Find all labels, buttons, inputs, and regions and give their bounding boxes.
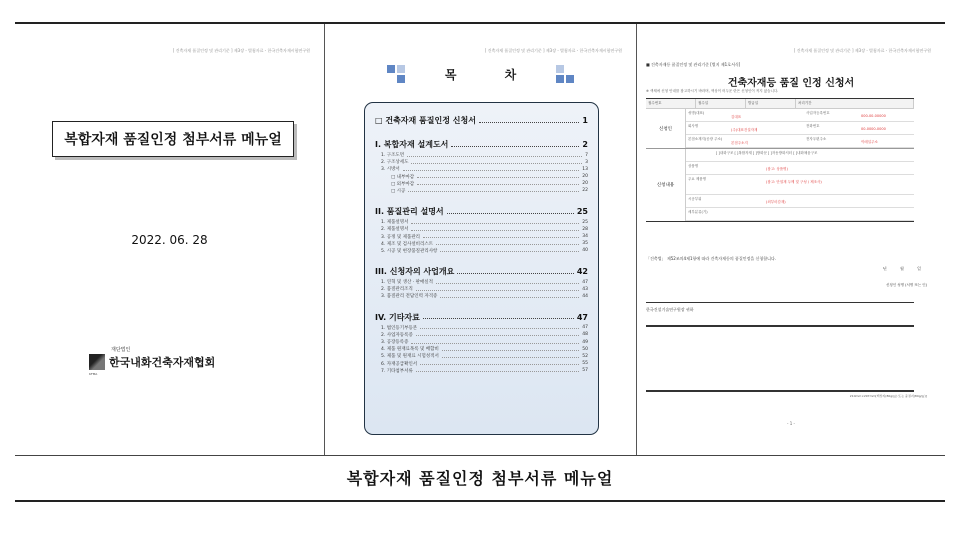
toc-section-title: □ 건축자재 품질인정 신청서 bbox=[375, 116, 476, 125]
toc-item bbox=[381, 166, 588, 172]
toc-item-label: 1. 구조도면 bbox=[381, 153, 405, 158]
toc-dots bbox=[457, 270, 573, 274]
toc-item bbox=[381, 219, 588, 225]
toc-dots bbox=[411, 228, 579, 231]
applicant-field-value: 00-0000-0000 bbox=[861, 127, 886, 131]
toc-dots bbox=[447, 210, 574, 214]
toc-dots bbox=[436, 281, 579, 284]
toc-item-label: 1. 법인등기부등본 bbox=[381, 325, 418, 331]
toc-item bbox=[381, 159, 588, 165]
blue-squares-icon bbox=[556, 65, 574, 83]
toc-item bbox=[381, 286, 588, 292]
toc-item-label: 3. 시방서 bbox=[381, 167, 400, 173]
form-date-line: 년 월 일 bbox=[882, 266, 927, 271]
toc-item-label: 5. 시공 및 현장품질관리사항 bbox=[381, 248, 438, 254]
toc-gap bbox=[375, 255, 588, 262]
content-line bbox=[686, 162, 914, 175]
toc-gap bbox=[375, 128, 588, 135]
content-field-label: 상품명 bbox=[688, 164, 699, 168]
form-rule bbox=[646, 325, 914, 327]
toc-dots bbox=[416, 333, 579, 336]
toc-item-page: 49 bbox=[582, 339, 588, 345]
applicant-block bbox=[646, 109, 914, 149]
document-preview-strip bbox=[15, 24, 945, 455]
toc-item bbox=[381, 325, 588, 331]
content-block bbox=[646, 149, 914, 221]
toc-dots bbox=[411, 161, 582, 164]
toc-item bbox=[391, 174, 588, 180]
toc-item bbox=[391, 181, 588, 187]
toc-item-label: □ 내부마감 bbox=[391, 174, 415, 180]
toc-item-page: 47 bbox=[582, 325, 588, 331]
toc-dots bbox=[403, 168, 580, 171]
toc-section-page: 42 bbox=[576, 267, 588, 277]
toc-item-page: 40 bbox=[582, 248, 588, 254]
form-declaration: 「건축법」 제52조의4제1항에 따라 건축자재등의 품질인정을 신청합니다. bbox=[646, 256, 777, 261]
toc-item-page: 25 bbox=[582, 219, 588, 225]
form-recipient: 한국건설기술연구원장 귀하 bbox=[646, 307, 694, 312]
applicant-field-label: 사업자등록번호 bbox=[806, 111, 830, 115]
toc-dots bbox=[442, 355, 579, 358]
applicant-line bbox=[686, 122, 914, 135]
toc-section bbox=[375, 312, 588, 323]
applicant-field-value: 000-00-00000 bbox=[861, 114, 886, 118]
toc-section-title: IV. 기타자료 bbox=[375, 312, 420, 322]
toc-item-label: 1. 연혁 및 생산 · 판매실적 bbox=[381, 280, 433, 286]
content-line bbox=[686, 149, 914, 162]
toc-item-page: 47 bbox=[582, 279, 588, 285]
organization-name: 한국내화건축자재협회 bbox=[109, 356, 216, 369]
form-title: 건축자재등 품질 인정 신청서 bbox=[727, 78, 855, 89]
cover-title: 복합자재 품질인정 첨부서류 메뉴얼 bbox=[52, 121, 294, 157]
toc-section-page: 47 bbox=[576, 312, 588, 322]
toc-dots bbox=[416, 369, 579, 372]
toc-dots bbox=[411, 221, 579, 224]
applicant-field-value: 김대표 bbox=[731, 115, 742, 119]
toc-item-page: 43 bbox=[582, 286, 588, 292]
applicant-lines bbox=[686, 109, 914, 148]
toc-item-label: □ 외부마감 bbox=[391, 181, 415, 187]
applicant-field-value: (주)대표건설자재 bbox=[731, 128, 758, 132]
form-rule bbox=[646, 302, 914, 303]
toc-item-page: 44 bbox=[582, 293, 588, 299]
toc-dots bbox=[416, 288, 579, 291]
form-head-cell: 발급일 bbox=[746, 99, 796, 108]
content-line bbox=[686, 175, 914, 195]
toc-item-label: 4. 제품 원재료목록 및 배합비 bbox=[381, 347, 439, 353]
form-table bbox=[646, 98, 914, 222]
toc-item-page: 28 bbox=[582, 226, 588, 232]
form-head-cell: 접수일 bbox=[696, 99, 746, 108]
content-label: 신청내용 bbox=[646, 149, 686, 221]
toc-dots bbox=[442, 348, 579, 351]
applicant-field-label: 본점소재지(공장 주소) bbox=[688, 137, 723, 141]
content-line bbox=[686, 195, 914, 208]
toc-item bbox=[381, 339, 588, 345]
toc-dots bbox=[440, 249, 579, 252]
toc-item bbox=[381, 279, 588, 285]
content-field-value: (외부마감재) bbox=[766, 200, 786, 204]
toc-dots bbox=[411, 341, 579, 344]
toc-item-page: 13 bbox=[582, 166, 588, 172]
toc-item-page: 57 bbox=[582, 368, 588, 374]
toc-item-label: 2. 구조상세도 bbox=[381, 160, 409, 166]
toc-item bbox=[381, 234, 588, 240]
toc-dots bbox=[417, 175, 579, 178]
toc-dots bbox=[420, 326, 579, 329]
toc-page bbox=[325, 24, 637, 455]
toc-item-page: 20 bbox=[582, 174, 588, 180]
applicant-label: 신청인 bbox=[646, 109, 686, 148]
toc-item bbox=[381, 241, 588, 247]
application-form-page bbox=[637, 24, 945, 455]
toc-item bbox=[381, 361, 588, 367]
toc-dots bbox=[407, 154, 582, 157]
figure-caption: 복합자재 품질인정 첨부서류 메뉴얼 bbox=[346, 469, 614, 488]
caption-bottom-rule bbox=[15, 500, 945, 502]
content-field-label: 주요 제품명 bbox=[688, 177, 707, 181]
toc-item bbox=[381, 293, 588, 299]
caption-top-rule bbox=[15, 455, 945, 456]
page-number: - 1 - bbox=[787, 421, 795, 426]
toc-item bbox=[381, 152, 588, 158]
applicant-field-label: 전자우편주소 bbox=[806, 137, 827, 141]
organization-abbrev: KFMA bbox=[89, 372, 98, 376]
content-lines bbox=[686, 149, 914, 221]
toc-item-page: 7 bbox=[585, 152, 588, 158]
content-field-label: [ ]내화구조 [ ]복합자재 [ ]방화문 [ ]자동방화셔터 [ ]내화채움구조 bbox=[716, 151, 818, 155]
toc-dots bbox=[436, 242, 579, 245]
toc-dots bbox=[408, 189, 579, 192]
page-header-text: [ 건축자재 품질인정 및 관리기준 ] 제3장 - 별첨자료 - 한국건축자재시험연구원 bbox=[484, 48, 622, 53]
cover-date: 2022. 06. 28 bbox=[131, 233, 208, 247]
toc-section-page: 2 bbox=[582, 140, 588, 149]
toc-item-label: 1. 제품설명서 bbox=[381, 220, 409, 226]
toc-item bbox=[381, 248, 588, 254]
toc-item-label: □ 시공 bbox=[391, 188, 406, 194]
content-field-value: (참고: 단열재 두께 및 구성 / 제조사) bbox=[766, 180, 822, 184]
toc-box bbox=[364, 102, 599, 435]
toc-item-page: 48 bbox=[582, 332, 588, 338]
toc-item-label: 3. 품질관리 전담인력 자격증 bbox=[381, 294, 438, 300]
content-field-value: (참고: 상품명) bbox=[766, 167, 788, 171]
toc-section bbox=[375, 115, 588, 126]
toc-dots bbox=[420, 362, 579, 365]
content-field-label: 시공부위 bbox=[688, 197, 702, 201]
toc-item bbox=[391, 188, 588, 194]
toc-item bbox=[381, 332, 588, 338]
form-rule bbox=[646, 390, 914, 392]
toc-item-label: 4. 제조 및 검사설비리스트 bbox=[381, 241, 434, 247]
toc-item bbox=[381, 226, 588, 232]
toc-section-title: III. 신청자의 사업개요 bbox=[375, 267, 455, 277]
toc-dots bbox=[423, 315, 574, 319]
toc-item-label: 7. 기타첨부서류 bbox=[381, 368, 413, 374]
toc-item bbox=[381, 346, 588, 352]
toc-item-label: 2. 제품설명서 bbox=[381, 227, 409, 233]
applicant-line bbox=[686, 109, 914, 122]
toc-item-page: 50 bbox=[582, 346, 588, 352]
toc-section bbox=[375, 206, 588, 217]
content-line bbox=[686, 208, 914, 221]
organization-logo-icon bbox=[89, 354, 105, 370]
toc-item-page: 52 bbox=[582, 353, 588, 359]
toc-item-label: 6. 자재공급확인서 bbox=[381, 361, 418, 367]
toc-section bbox=[375, 139, 588, 150]
toc-gap bbox=[375, 195, 588, 202]
page-header-text: [ 건축자재 품질인정 및 관리기준 ] 제3장 - 별첨자료 - 한국건축자재시험연구원 bbox=[793, 48, 931, 53]
toc-section-title: II. 품질관리 설명서 bbox=[375, 207, 444, 217]
toc-dots bbox=[417, 182, 579, 185]
toc-section bbox=[375, 266, 588, 277]
toc-section-page: 1 bbox=[582, 116, 588, 125]
form-head-row bbox=[646, 99, 914, 109]
toc-section-page: 25 bbox=[576, 207, 588, 217]
form-note: ※ 색채에 신청 안내를 참고하시기 바라며, 색상이 어두운 란은 신청인이 적지 않습니다. bbox=[646, 89, 779, 93]
toc-dots bbox=[479, 119, 580, 123]
applicant-field-label: 회사명 bbox=[688, 124, 699, 128]
applicant-field-value: 이메일주소 bbox=[861, 140, 878, 144]
organization-logo-block bbox=[89, 347, 216, 376]
toc-dots bbox=[451, 143, 579, 147]
applicant-field-value: 본점주소지 bbox=[731, 141, 748, 145]
toc-item-label: 5. 제품 및 원재료 시험성적서 bbox=[381, 354, 439, 360]
toc-item-page: 55 bbox=[582, 361, 588, 367]
toc-item-page: 35 bbox=[582, 241, 588, 247]
toc-dots bbox=[423, 235, 579, 238]
organization-subtitle: 재단법인 bbox=[111, 347, 131, 353]
form-mark: ■ 건축자재등 품질인정 및 관리기준 [별지 제1호서식] bbox=[646, 62, 741, 67]
content-field-label: 세부분류(기) bbox=[688, 210, 708, 214]
toc-heading bbox=[325, 65, 636, 83]
applicant-line bbox=[686, 135, 914, 148]
toc-item bbox=[381, 368, 588, 374]
form-paper-size: 210mm×297mm[백상지(80g/㎡) 또는 중질지(80g/㎡)] bbox=[849, 394, 927, 398]
applicant-field-label: 전화번호 bbox=[806, 124, 820, 128]
page-header-text: [ 건축자재 품질인정 및 관리기준 ] 제3장 - 별첨자료 - 한국건축자재시험연구원 bbox=[172, 48, 310, 53]
toc-item-page: 3 bbox=[585, 159, 588, 165]
cover-page bbox=[15, 24, 325, 455]
form-head-cell: 접수번호 bbox=[646, 99, 696, 108]
toc-dots bbox=[440, 295, 579, 298]
toc-item-label: 2. 사업자등록증 bbox=[381, 332, 413, 338]
toc-item-page: 34 bbox=[582, 234, 588, 239]
toc-item-label: 3. 공정 및 제품관리 bbox=[381, 234, 421, 240]
toc-item bbox=[381, 353, 588, 359]
applicant-field-label: 성명(대표) bbox=[688, 111, 705, 115]
form-head-cell: 처리기간 bbox=[796, 99, 914, 108]
toc-item-page: 22 bbox=[582, 188, 588, 194]
toc-item-label: 2. 품질관리조직 bbox=[381, 287, 413, 293]
blue-squares-icon bbox=[387, 65, 405, 83]
form-sign-line: 신청인 성명 (서명 또는 인) bbox=[886, 283, 927, 287]
toc-section-title: I. 복합자재 설계도서 bbox=[375, 140, 449, 149]
toc-title: 목 차 bbox=[444, 67, 539, 82]
toc-item-page: 20 bbox=[582, 181, 588, 187]
toc-item-label: 3. 공장등록증 bbox=[381, 340, 409, 345]
toc-gap bbox=[375, 301, 588, 308]
